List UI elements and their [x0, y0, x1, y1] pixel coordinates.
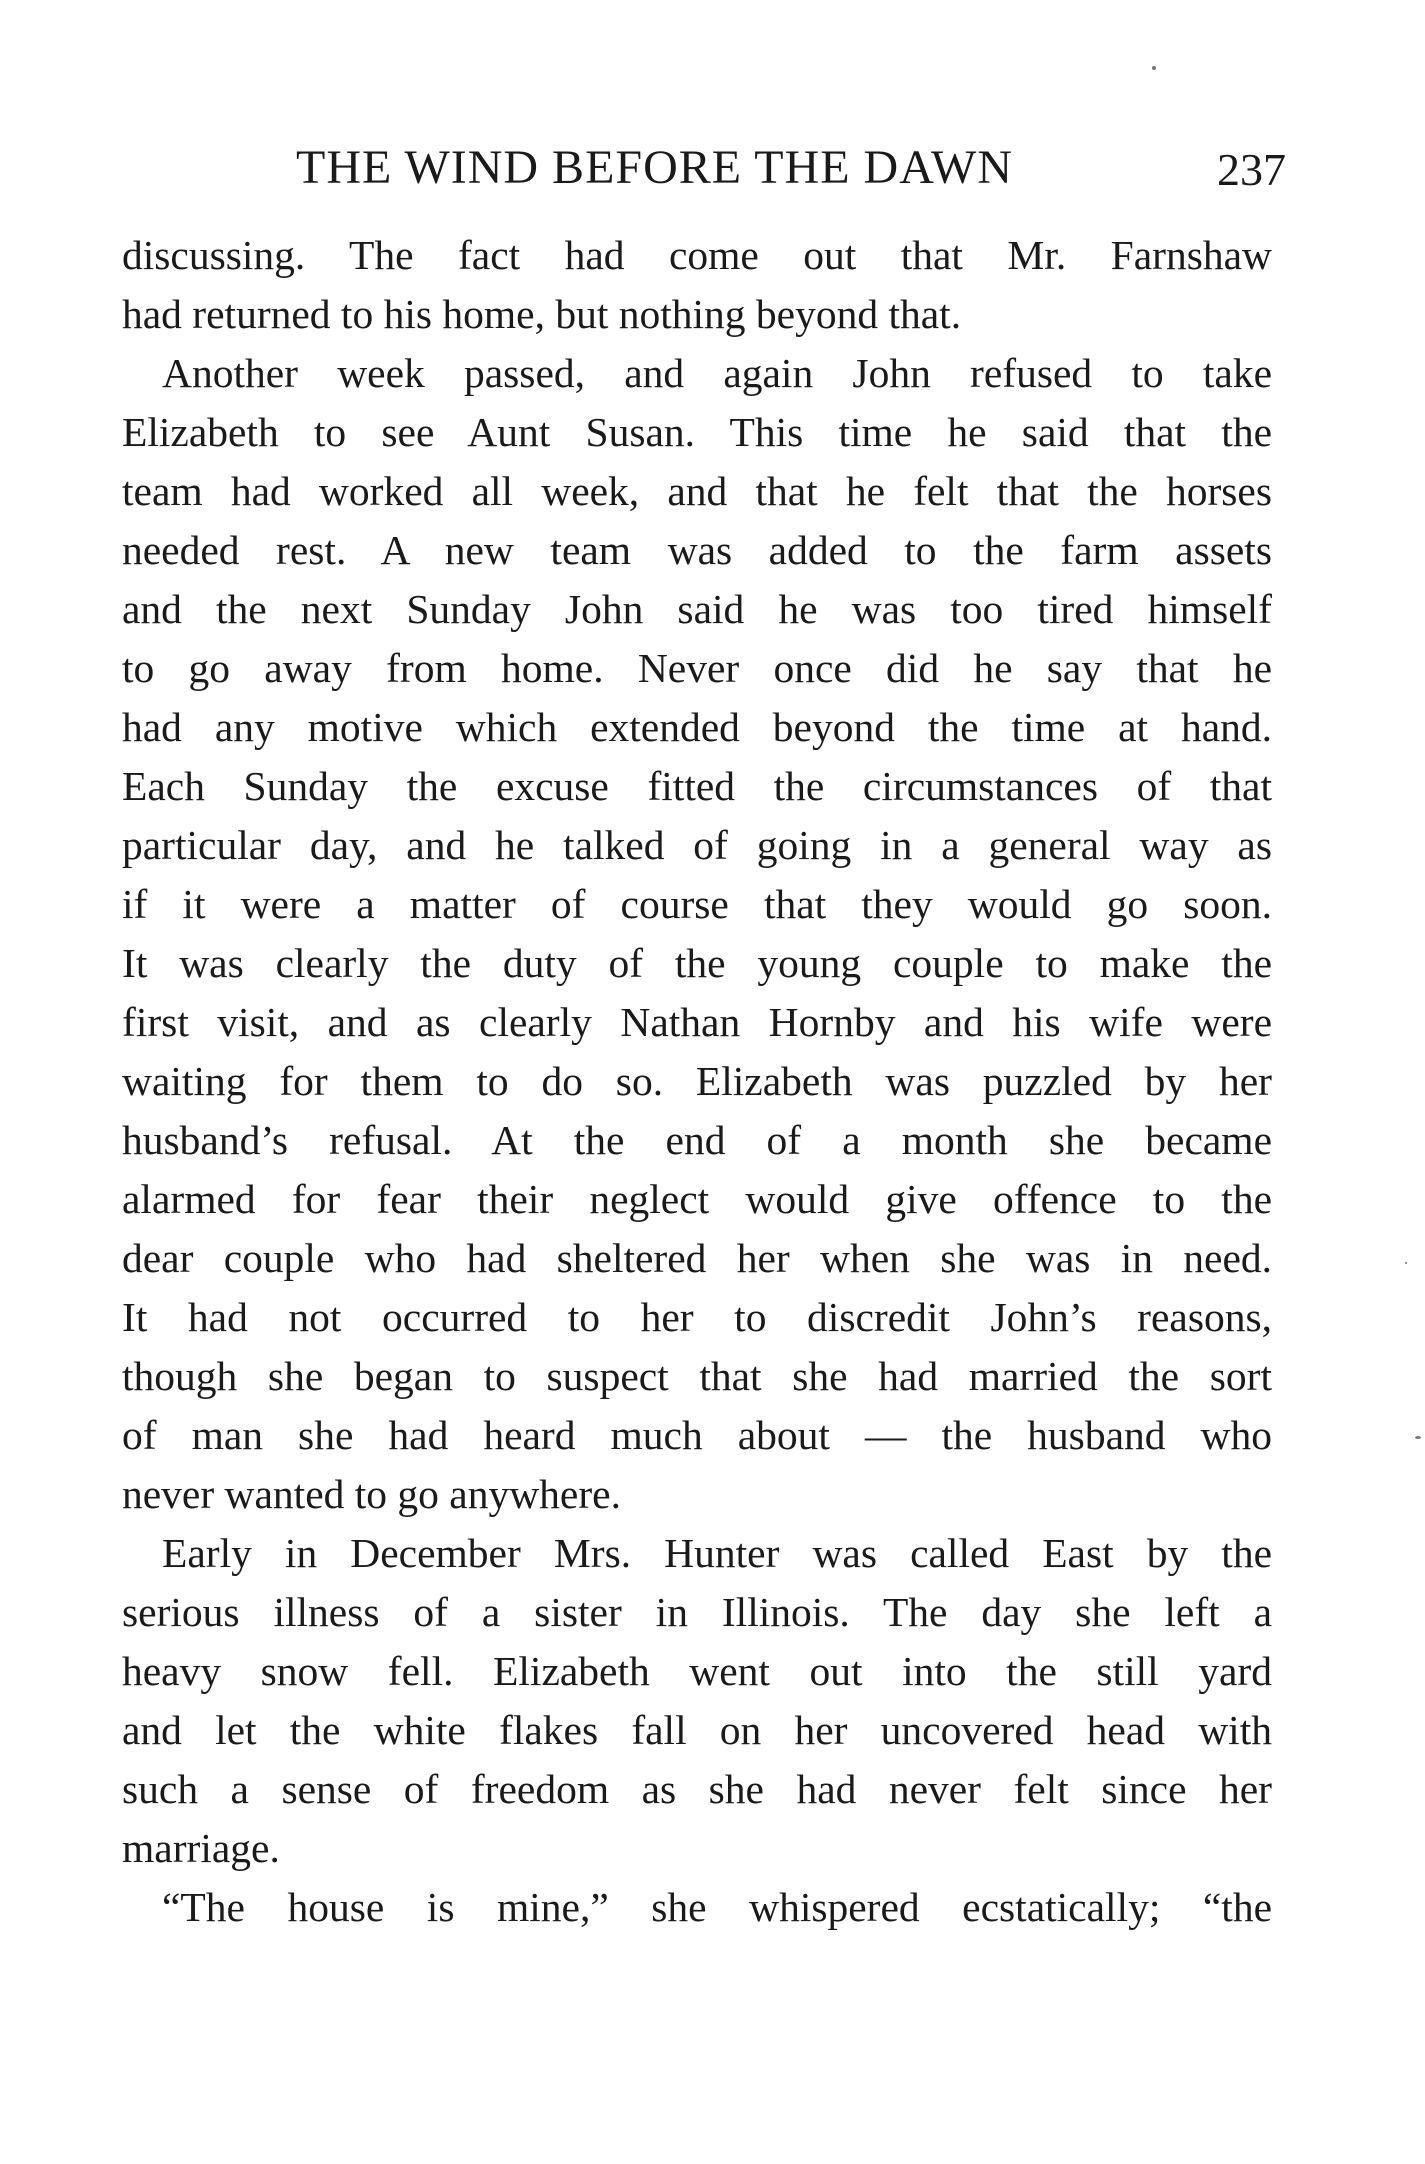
text-line: of man she had heard much about — the husband who	[122, 1412, 1272, 1458]
text-line: particular day, and he talked of going in a general way as	[122, 822, 1272, 868]
text-line: “The house is mine,” she whispered ecstatically; “the	[162, 1884, 1272, 1930]
text-line: waiting for them to do so. Elizabeth was puzzled by her	[122, 1058, 1272, 1104]
text-line: husband’s refusal. At the end of a month she became	[122, 1117, 1272, 1163]
text-line: It was clearly the duty of the young couple to make the	[122, 940, 1272, 986]
text-line: discussing. The fact had come out that Mr. Farnshaw	[122, 232, 1272, 278]
text-line: marriage.	[122, 1825, 280, 1871]
scan-speck	[1415, 1436, 1421, 1439]
page-header	[296, 138, 1286, 198]
running-title: THE WIND BEFORE THE DAWN	[296, 141, 1013, 194]
text-line: had returned to his home, but nothing beyond that.	[122, 291, 962, 337]
text-line: serious illness of a sister in Illinois. The day she left a	[122, 1589, 1272, 1635]
text-line: It had not occurred to her to discredit John’s reasons,	[122, 1294, 1272, 1340]
text-line: and let the white flakes fall on her uncovered head with	[122, 1707, 1272, 1753]
page-number: 237	[1217, 144, 1286, 195]
text-line: to go away from home. Never once did he say that he	[122, 645, 1272, 691]
text-line: team had worked all week, and that he felt that the horses	[122, 468, 1272, 514]
paragraph-1	[122, 226, 1272, 344]
text-line: Elizabeth to see Aunt Susan. This time he said that the	[122, 409, 1272, 455]
text-line: first visit, and as clearly Nathan Hornby and his wife were	[122, 999, 1272, 1045]
scan-speck	[1152, 66, 1156, 70]
text-line: though she began to suspect that she had married the sort	[122, 1353, 1272, 1399]
text-line: never wanted to go anywhere.	[122, 1471, 621, 1517]
paragraph-3	[122, 1524, 1272, 1878]
paragraph-4	[122, 1878, 1272, 1937]
text-line: Early in December Mrs. Hunter was called East by the	[162, 1530, 1272, 1576]
text-line: alarmed for fear their neglect would give offence to the	[122, 1176, 1272, 1222]
body-text	[122, 226, 1272, 1937]
text-line: Another week passed, and again John refused to take	[162, 350, 1272, 396]
text-line: if it were a matter of course that they would go soon.	[122, 881, 1272, 927]
text-line: Each Sunday the excuse fitted the circumstances of that	[122, 763, 1272, 809]
scan-speck	[1405, 1262, 1407, 1264]
text-line: had any motive which extended beyond the time at hand.	[122, 704, 1272, 750]
text-line: such a sense of freedom as she had never felt since her	[122, 1766, 1272, 1812]
text-line: needed rest. A new team was added to the farm assets	[122, 527, 1272, 573]
paragraph-2	[122, 344, 1272, 1524]
text-line: and the next Sunday John said he was too tired himself	[122, 586, 1272, 632]
text-line: heavy snow fell. Elizabeth went out into the still yard	[122, 1648, 1272, 1694]
text-line: dear couple who had sheltered her when she was in need.	[122, 1235, 1272, 1281]
